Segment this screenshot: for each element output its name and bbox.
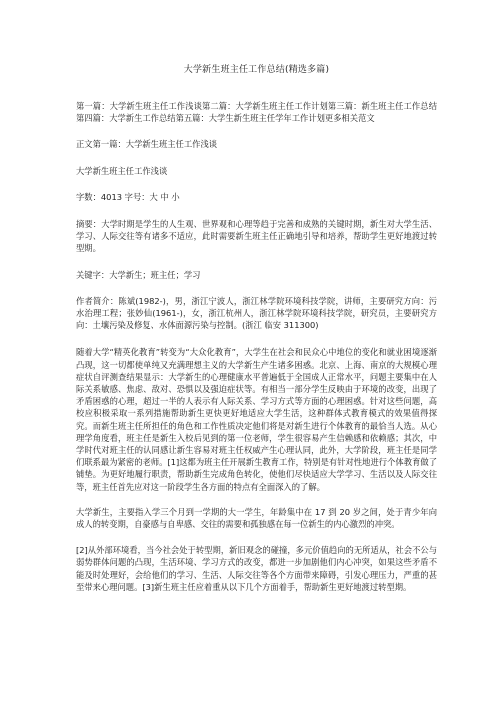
keywords-line: 关键字：大学新生；班主任；学习 — [76, 269, 201, 280]
body-paragraph-3: [2]从外部环境看，当今社会处于转型期，新旧观念的碰撞，多元价值趋向的无所适从，社会不公与弱势群体问题的凸现，生活环境、学习方式的改变，都进一步加剧他们内心冲突，如果这些矛盾不能及时处理好，会给他们的学习、生活、人际交往等各个方面带来障碍，引发心理压力，严重的甚至带来心理问题。[3]新生班主任应着重从以下几个方面着手，帮助新生更好地渡过转型期。 — [76, 545, 437, 592]
body-paragraph-2: 大学新生，主要指入学三个月到一学期的大一学生，年龄集中在 17 到 20 岁之间，处于青少年向成人的转变期，自豪感与自卑感、交往的需要和孤独感在每一位新生的内心激烈的冲突。 — [76, 506, 437, 530]
article-title: 大学新生班主任工作浅谈 — [76, 165, 168, 176]
body-heading: 正文第一篇：大学新生班主任工作浅谈 — [76, 139, 218, 150]
body-paragraph-1: 随着大学“精英化教育”转变为“大众化教育”，大学生在社会和民众心中地位的变化和就业困境逐渐凸现，这一切都使单纯又充满理想主义的大学新生产生诸多困惑。北京、上海、南京的大规模心理症状自评测查结果显示：大学新生的心理健康水平普遍低于全国成人正常水平，问题主要集中在人际关系敏感、焦虑、敌对、恐惧以及强迫症状等。有相当一部分学生反映由于环境的改变，出现了矛盾困惑的心理，超过一半的人表示有人际关系、学习方式等方面的心理困惑。针对这些问题，高校应积极采取一系列措施帮助新生更快更好地适应大学生活，这种群体式教育模式的效果值得探究。而新生班主任所担任的角色和工作性质决定他们将是对新生进行个体教育的最恰当人选。从心理学角度看，班主任是新生入校后见到的第一位老师，学生很容易产生信赖感和依赖感；其次，中学时代对班主任的认同感让新生容易对班主任权威产生心理认同，此外，大学阶段，班主任是同学们联系最为紧密的老师。[1]这都为班主任开展新生教育工作，特别是有针对性地进行个体教育做了铺垫。为更好地履行职责，帮助新生完成角色转化，使他们尽快适应大学学习、生活以及人际交往等，班主任首先应对这一阶段学生各方面的特点有全面深入的了解。 — [76, 347, 437, 492]
document-title: 大学新生班主任工作总结(精选多篇) — [183, 65, 330, 75]
abstract-paragraph: 摘要：大学时期是学生的人生观、世界观和心理等趋于完善和成熟的关键时期，新生对大学生活、学习、人际交往等有诸多不适应，此时需要新生班主任正确地引导和培养，帮助学生更好地渡过转型期。 — [76, 219, 437, 254]
table-of-contents: 第一篇：大学新生班主任工作浅谈第二篇：大学新生班主任工作计划第三篇：新生班主任工作总结第四篇：大学新生工作总结第五篇：大学生新生班主任学年工作计划更多相关范文 — [76, 101, 437, 124]
word-count-line: 字数：4013 字号：大 中 小 — [76, 191, 180, 202]
author-bio-paragraph: 作者简介：陈斌(1982-)，男，浙江宁波人，浙江林学院环境科技学院，讲师，主要研究方向：污水治理工程；张妙仙(1961-)，女，浙江杭州人，浙江林学院环境科技学院，研究员，主要研究方向：土壤污染及修复、水体面源污染与控制。(浙江 临安 311300) — [76, 295, 437, 331]
